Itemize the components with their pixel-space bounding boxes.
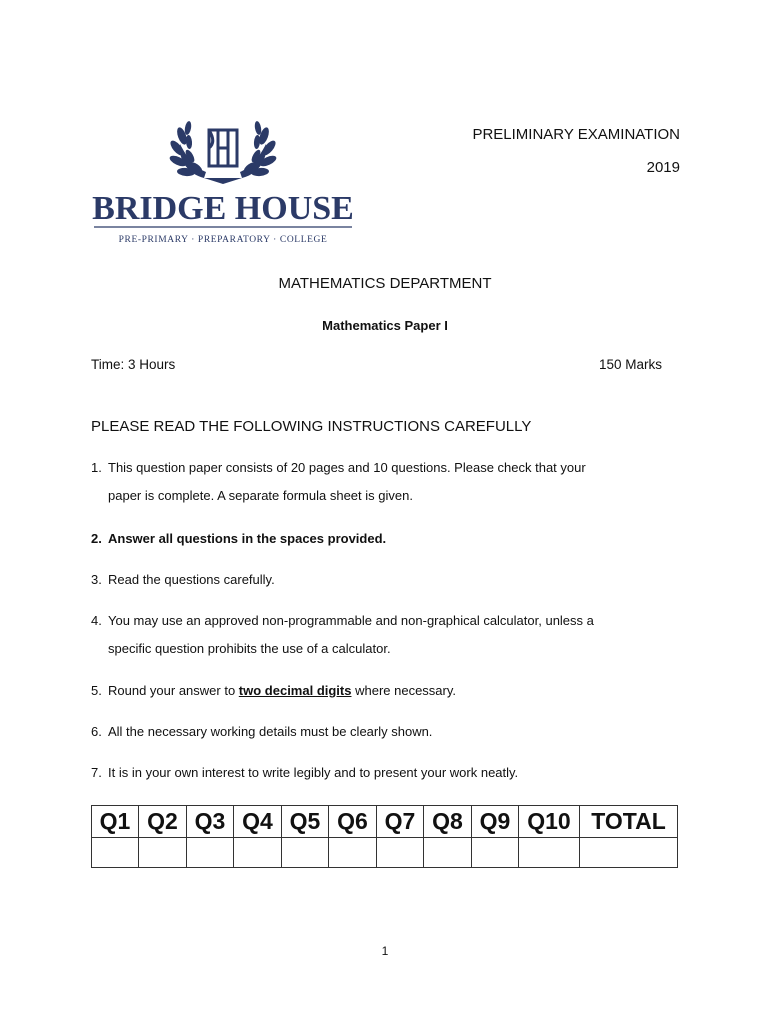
instruction-number: 1. bbox=[91, 460, 102, 475]
instruction-item-1 bbox=[91, 454, 651, 510]
score-cell-q7[interactable] bbox=[377, 838, 424, 868]
laurel-right-icon bbox=[240, 121, 278, 178]
exam-title: PRELIMINARY EXAMINATION bbox=[472, 126, 680, 143]
instruction-number: 5. bbox=[91, 683, 102, 698]
instruction-text-cont: specific question prohibits the use of a calculator. bbox=[108, 641, 391, 656]
score-cell-q9[interactable] bbox=[472, 838, 519, 868]
exam-year: 2019 bbox=[646, 159, 680, 176]
instructions-heading: PLEASE READ THE FOLLOWING INSTRUCTIONS CAREFULLY bbox=[91, 418, 532, 435]
score-cell-q1[interactable] bbox=[92, 838, 139, 868]
score-cell-q6[interactable] bbox=[329, 838, 377, 868]
instruction-emphasis: two decimal digits bbox=[238, 683, 352, 698]
score-cell-q8[interactable] bbox=[424, 838, 472, 868]
instruction-number: 6. bbox=[91, 724, 102, 739]
score-header-q2: Q2 bbox=[139, 806, 187, 838]
total-marks: 150 Marks bbox=[598, 357, 662, 372]
instruction-text: You may use an approved non-programmable and non-graphical calculator, unless a bbox=[108, 613, 594, 628]
instruction-text: All the necessary working details must be clearly shown. bbox=[108, 724, 433, 739]
instruction-number: 3. bbox=[91, 572, 102, 587]
score-header-total: TOTAL bbox=[580, 806, 678, 838]
score-header-q4: Q4 bbox=[234, 806, 282, 838]
laurel-left-icon bbox=[168, 121, 206, 178]
instruction-item-3 bbox=[91, 566, 651, 594]
score-cell-q4[interactable] bbox=[234, 838, 282, 868]
logo-name: BRIDGE HOUSE bbox=[92, 190, 354, 227]
score-header-q6: Q6 bbox=[329, 806, 377, 838]
bh-monogram-icon bbox=[209, 130, 237, 166]
instruction-item-7 bbox=[91, 759, 651, 787]
score-header-q8: Q8 bbox=[424, 806, 472, 838]
score-cell-q3[interactable] bbox=[187, 838, 234, 868]
score-header-q9: Q9 bbox=[472, 806, 519, 838]
instruction-text: It is in your own interest to write legibly and to present your work neatly. bbox=[108, 765, 519, 780]
score-header-q3: Q3 bbox=[187, 806, 234, 838]
score-cell-total[interactable] bbox=[580, 838, 678, 868]
instruction-text: Answer all questions in the spaces provided. bbox=[108, 531, 387, 546]
instruction-text-cont: paper is complete. A separate formula sheet is given. bbox=[108, 488, 413, 503]
instruction-number: 4. bbox=[91, 613, 102, 628]
score-header-q10: Q10 bbox=[519, 806, 580, 838]
instruction-item-2 bbox=[91, 525, 651, 553]
instruction-item-6 bbox=[91, 718, 651, 746]
paper-title: Mathematics Paper I bbox=[322, 318, 448, 333]
score-cell-q5[interactable] bbox=[282, 838, 329, 868]
score-table-header-row bbox=[92, 806, 678, 838]
score-header-q7: Q7 bbox=[377, 806, 424, 838]
score-cell-q2[interactable] bbox=[139, 838, 187, 868]
instruction-text: Round your answer to bbox=[108, 683, 239, 698]
score-cell-q10[interactable] bbox=[519, 838, 580, 868]
instruction-text: This question paper consists of 20 pages and 10 questions. Please check that your bbox=[108, 460, 586, 475]
instruction-item-5 bbox=[91, 677, 651, 705]
page-number: 1 bbox=[381, 944, 389, 958]
score-table bbox=[91, 805, 678, 868]
instruction-text-end: where necessary. bbox=[351, 683, 457, 698]
instruction-text: Read the questions carefully. bbox=[108, 572, 275, 587]
department-title: MATHEMATICS DEPARTMENT bbox=[278, 275, 492, 292]
time-allowed: Time: 3 Hours bbox=[91, 357, 176, 372]
score-header-q5: Q5 bbox=[282, 806, 329, 838]
instruction-number: 2. bbox=[91, 531, 102, 546]
logo-graphic bbox=[92, 118, 354, 248]
instruction-number: 7. bbox=[91, 765, 102, 780]
instruction-item-4 bbox=[91, 607, 651, 663]
logo-tagline: PRE-PRIMARY · PREPARATORY · COLLEGE bbox=[118, 235, 328, 245]
school-logo bbox=[92, 118, 354, 248]
score-header-q1: Q1 bbox=[92, 806, 139, 838]
score-table-entry-row bbox=[92, 838, 678, 868]
